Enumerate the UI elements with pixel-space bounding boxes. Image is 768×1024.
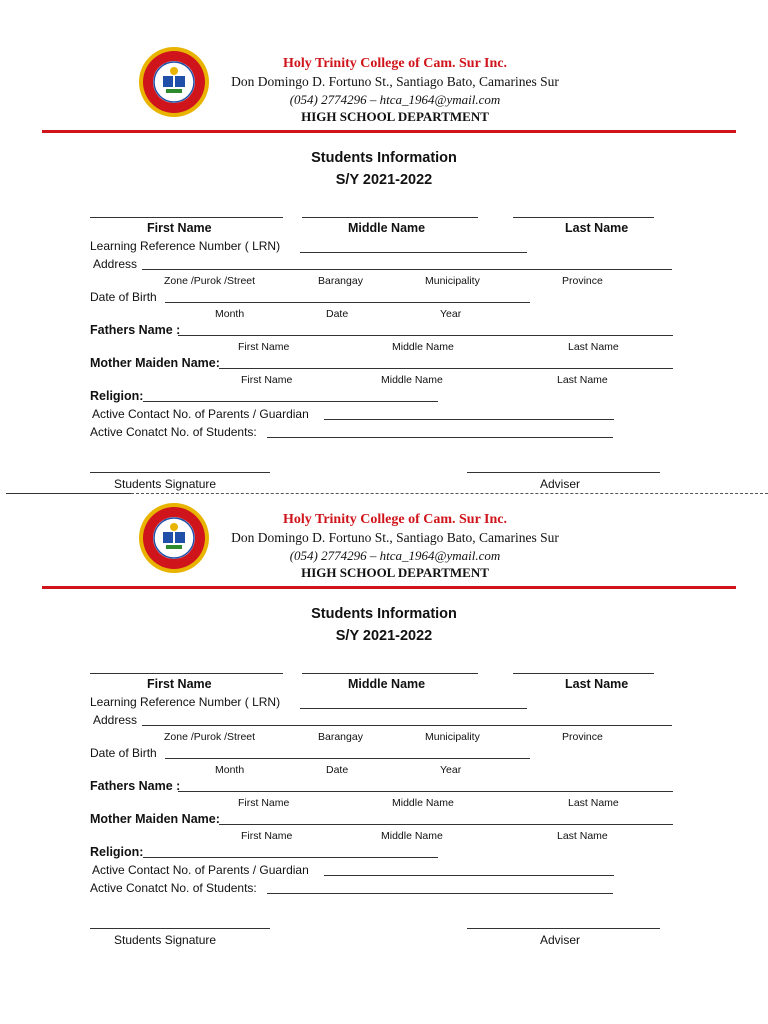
address-province-sublabel: Province — [562, 275, 603, 287]
school-contact: (054) 2774296 – htca_1964@ymail.com — [289, 92, 501, 107]
student-form-top — [0, 36, 768, 492]
dob-label: Date of Birth — [90, 746, 157, 760]
school-name: Holy Trinity College of Cam. Sur Inc. — [283, 56, 507, 71]
dob-label: Date of Birth — [90, 290, 157, 304]
address-field[interactable] — [142, 269, 672, 270]
address-label: Address — [93, 257, 138, 271]
religion-label: Religion: — [90, 389, 144, 403]
school-address: Don Domingo D. Fortuno St., Santiago Bato, Camarines Sur — [231, 530, 559, 545]
school-name: Holy Trinity College of Cam. Sur Inc. — [283, 512, 507, 527]
adviser-signature-field[interactable] — [467, 928, 660, 929]
parent-contact-label: Active Contact No. of Parents / Guardian — [92, 407, 309, 421]
address-municipality-sublabel: Municipality — [425, 731, 480, 743]
adviser-label: Adviser — [540, 933, 581, 947]
last-name-field[interactable] — [513, 217, 654, 218]
father-middle-sublabel: Middle Name — [392, 341, 454, 353]
address-barangay-sublabel: Barangay — [318, 731, 363, 743]
mother-name-field[interactable] — [219, 824, 673, 825]
dob-month-sublabel: Month — [215, 764, 245, 776]
mother-name-label: Mother Maiden Name: — [90, 812, 220, 826]
middle-name-field[interactable] — [302, 673, 478, 674]
mother-name-label: Mother Maiden Name: — [90, 356, 220, 370]
student-contact-label: Active Conatct No. of Students: — [90, 425, 257, 439]
middle-name-label: Middle Name — [348, 221, 426, 235]
first-name-field[interactable] — [90, 673, 283, 674]
last-name-field[interactable] — [513, 673, 654, 674]
dob-month-sublabel: Month — [215, 308, 245, 320]
first-name-label: First Name — [147, 677, 212, 691]
address-label: Address — [93, 713, 138, 727]
mother-last-sublabel: Last Name — [557, 830, 608, 842]
address-province-sublabel: Province — [562, 731, 603, 743]
lrn-label: Learning Reference Number ( LRN) — [90, 239, 281, 253]
dob-year-sublabel: Year — [440, 764, 462, 776]
father-name-label: Fathers Name : — [90, 779, 181, 793]
mother-middle-sublabel: Middle Name — [381, 374, 443, 386]
address-street-sublabel: Zone /Purok /Street — [164, 275, 256, 287]
dob-year-sublabel: Year — [440, 308, 462, 320]
student-signature-label: Students Signature — [114, 933, 217, 947]
father-last-sublabel: Last Name — [568, 797, 619, 809]
header-divider — [42, 130, 736, 133]
father-name-label: Fathers Name : — [90, 323, 181, 337]
mother-middle-sublabel: Middle Name — [381, 830, 443, 842]
student-contact-field[interactable] — [267, 893, 613, 894]
dob-field[interactable] — [165, 302, 530, 303]
student-signature-field[interactable] — [90, 472, 270, 473]
school-contact: (054) 2774296 – htca_1964@ymail.com — [289, 548, 501, 563]
student-signature-field[interactable] — [90, 928, 270, 929]
dob-date-sublabel: Date — [326, 764, 349, 776]
header-divider — [42, 586, 736, 589]
form-title: Students Information — [311, 606, 457, 622]
lrn-field[interactable] — [300, 708, 527, 709]
address-street-sublabel: Zone /Purok /Street — [164, 731, 256, 743]
student-signature-label: Students Signature — [114, 477, 217, 491]
student-contact-label: Active Conatct No. of Students: — [90, 881, 257, 895]
parent-contact-field[interactable] — [324, 419, 614, 420]
middle-name-label: Middle Name — [348, 677, 426, 691]
student-contact-field[interactable] — [267, 437, 613, 438]
mother-first-sublabel: First Name — [241, 374, 293, 386]
father-middle-sublabel: Middle Name — [392, 797, 454, 809]
father-name-field[interactable] — [178, 335, 673, 336]
department-name: HIGH SCHOOL DEPARTMENT — [301, 109, 489, 124]
school-year: S/Y 2021-2022 — [335, 172, 433, 188]
father-first-sublabel: First Name — [238, 341, 290, 353]
religion-label: Religion: — [90, 845, 144, 859]
address-municipality-sublabel: Municipality — [425, 275, 480, 287]
address-barangay-sublabel: Barangay — [318, 275, 363, 287]
father-first-sublabel: First Name — [238, 797, 290, 809]
mother-last-sublabel: Last Name — [557, 374, 608, 386]
middle-name-field[interactable] — [302, 217, 478, 218]
adviser-signature-field[interactable] — [467, 472, 660, 473]
mother-first-sublabel: First Name — [241, 830, 293, 842]
form-title: Students Information — [311, 150, 457, 166]
religion-field[interactable] — [143, 857, 438, 858]
parent-contact-field[interactable] — [324, 875, 614, 876]
school-year: S/Y 2021-2022 — [335, 628, 433, 644]
address-field[interactable] — [142, 725, 672, 726]
first-name-label: First Name — [147, 221, 212, 235]
last-name-label: Last Name — [565, 221, 629, 235]
dob-date-sublabel: Date — [326, 308, 349, 320]
dob-field[interactable] — [165, 758, 530, 759]
last-name-label: Last Name — [565, 677, 629, 691]
first-name-field[interactable] — [90, 217, 283, 218]
parent-contact-label: Active Contact No. of Parents / Guardian — [92, 863, 309, 877]
adviser-label: Adviser — [540, 477, 581, 491]
mother-name-field[interactable] — [219, 368, 673, 369]
lrn-field[interactable] — [300, 252, 527, 253]
lrn-label: Learning Reference Number ( LRN) — [90, 695, 281, 709]
department-name: HIGH SCHOOL DEPARTMENT — [301, 565, 489, 580]
father-last-sublabel: Last Name — [568, 341, 619, 353]
school-address: Don Domingo D. Fortuno St., Santiago Bato, Camarines Sur — [231, 74, 559, 89]
student-form-bottom — [0, 492, 768, 948]
father-name-field[interactable] — [178, 791, 673, 792]
religion-field[interactable] — [143, 401, 438, 402]
